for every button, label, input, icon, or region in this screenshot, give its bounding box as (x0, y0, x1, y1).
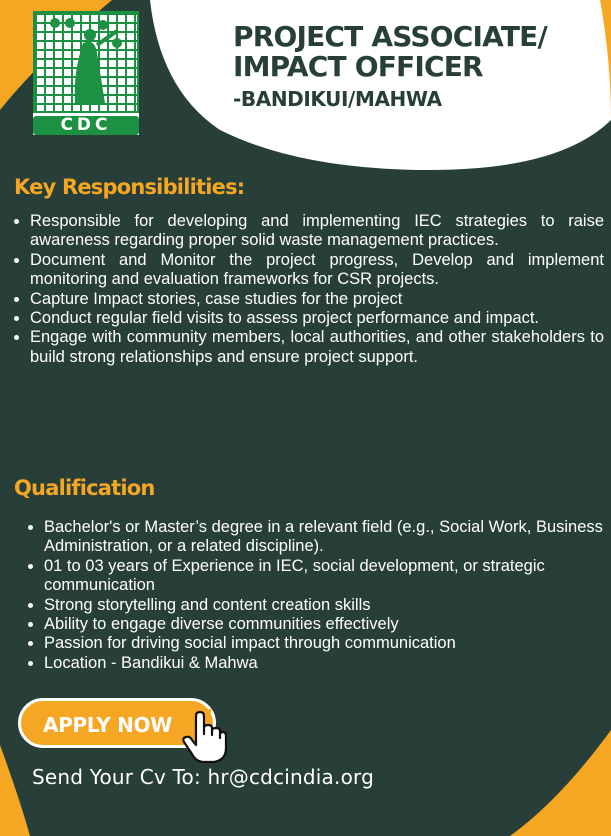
qualification-list (28, 518, 611, 673)
list-item: • Bachelor's or Master’s degree in a relevant field (e.g., Social Work, Business Administration, or a related discipline). (44, 518, 611, 557)
page-title (233, 22, 547, 82)
logo-text: CDC (33, 116, 139, 135)
title-line-1: PROJECT ASSOCIATE/ (233, 20, 547, 53)
qualification-heading: Qualification (14, 476, 155, 500)
logo-figure-icon (35, 13, 137, 111)
responsibilities-list (14, 212, 604, 367)
list-item: • Passion for driving social impact through communication (44, 634, 611, 653)
apply-now-label: APPLY NOW (43, 713, 172, 737)
list-item: • Document and Monitor the project progress, Develop and implement monitoring and evaluation frameworks for CSR projects. (30, 251, 604, 290)
hand-pointer-icon (178, 708, 230, 766)
list-item: • Location - Bandikui & Mahwa (44, 654, 611, 673)
responsibilities-heading: Key Responsibilities: (14, 175, 245, 199)
list-item: • Strong storytelling and content creation skills (44, 596, 611, 615)
title-line-2: IMPACT OFFICER (233, 50, 483, 83)
list-item: • 01 to 03 years of Experience in IEC, social development, or strategic communication (44, 557, 611, 596)
bottom-right-orange-corner (510, 730, 611, 836)
cdc-logo (33, 11, 139, 135)
list-item: • Ability to engage diverse communities effectively (44, 615, 611, 634)
list-item: • Responsible for developing and implementing IEC strategies to raise awareness regarding proper solid waste management practices. (30, 212, 604, 251)
list-item: • Conduct regular field visits to assess project performance and impact. (30, 309, 604, 328)
page-subtitle: -BANDIKUI/MAHWA (233, 87, 442, 111)
send-cv-text: Send Your Cv To: hr@cdcindia.org (32, 765, 374, 789)
list-item: • Engage with community members, local authorities, and other stakeholders to build strong relationships and ensure project support. (30, 328, 604, 367)
list-item: • Capture Impact stories, case studies for the project (30, 290, 604, 309)
bottom-left-orange-corner (0, 745, 30, 836)
logo-grid-emblem (33, 11, 139, 113)
